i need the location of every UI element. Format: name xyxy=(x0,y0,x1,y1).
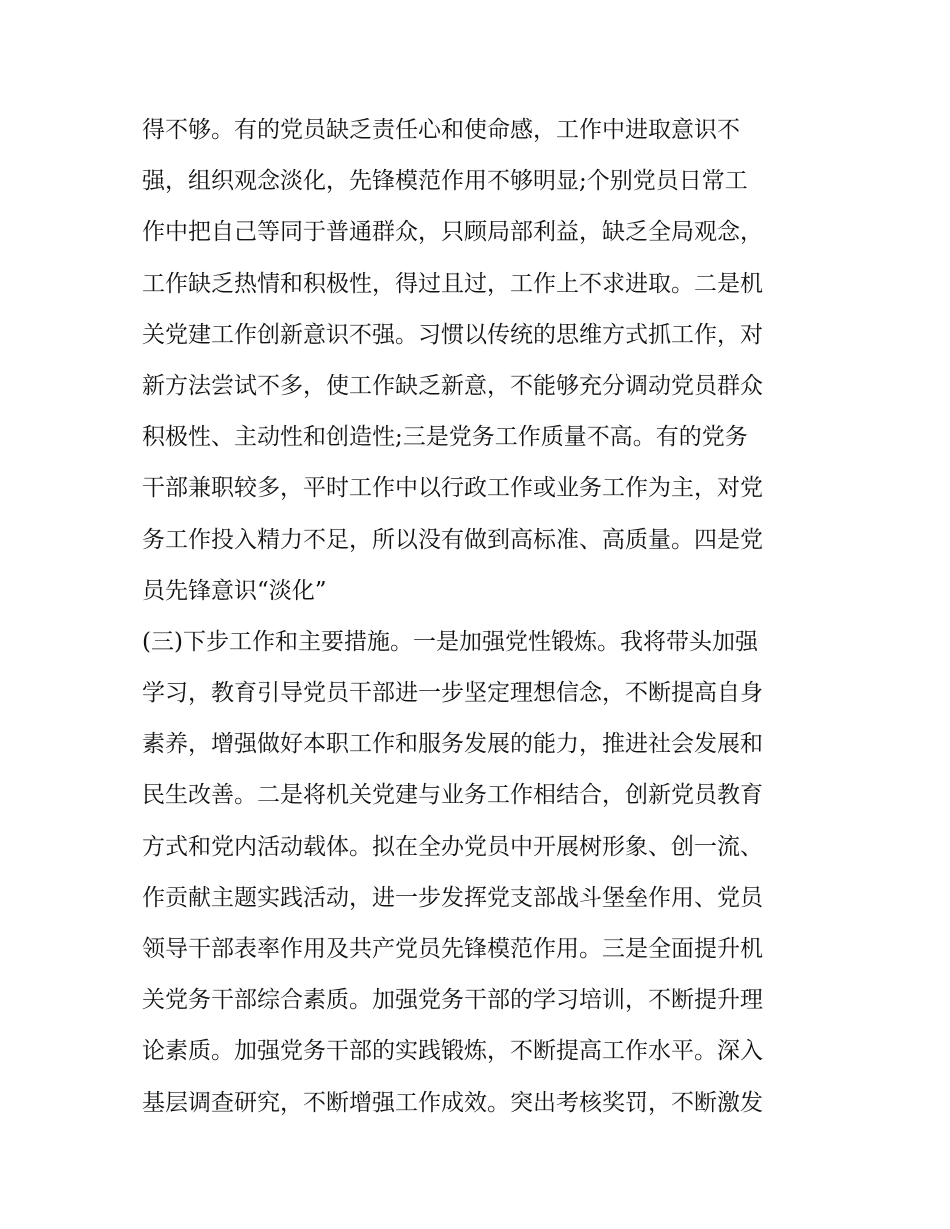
text-line: 素养，增强做好本职工作和服务发展的能力，推进社会发展和 xyxy=(142,731,763,758)
text-line: 作中把自己等同于普通群众，只顾局部利益，缺乏全局观念， xyxy=(142,219,763,246)
body-text xyxy=(142,112,822,1136)
text-line: 工作缺乏热情和积极性，得过且过，工作上不求进取。二是机 xyxy=(142,270,763,297)
text-line: 领导干部表率作用及共产党员先锋模范作用。三是全面提升机 xyxy=(142,936,763,962)
text-line: 关党务干部综合素质。加强党务干部的学习培训，不断提升理 xyxy=(142,987,763,1014)
text-line: 干部兼职较多，平时工作中以行政工作或业务工作为主，对党 xyxy=(142,475,763,502)
text-line: 得不够。有的党员缺乏责任心和使命感，工作中进取意识不 xyxy=(142,117,740,143)
text-line: 作贡献主题实践活动，进一步发挥党支部战斗堡垒作用、党员 xyxy=(142,884,763,911)
text-line: 新方法尝试不多，使工作缺乏新意，不能够充分调动党员群众 xyxy=(142,372,763,399)
text-line: 学习，教育引导党员干部进一步坚定理想信念，不断提高自身 xyxy=(142,680,763,707)
text-line: 务工作投入精力不足，所以没有做到高标准、高质量。四是党 xyxy=(142,526,763,553)
text-line: 基层调查研究，不断增强工作成效。突出考核奖罚，不断激发 xyxy=(142,1089,763,1116)
text-line: 员先锋意识“淡化” xyxy=(142,577,327,604)
text-line: 方式和党内活动载体。拟在全办党员中开展树形象、创一流、 xyxy=(142,833,763,860)
section-heading-line: (三)下步工作和主要措施。一是加强党性锻炼。我将带头加强 xyxy=(142,628,758,655)
text-line: 论素质。加强党务干部的实践锻炼，不断提高工作水平。深入 xyxy=(142,1038,763,1065)
text-line: 民生改善。二是将机关党建与业务工作相结合，创新党员教育 xyxy=(142,782,763,809)
text-line: 积极性、主动性和创造性;三是党务工作质量不高。有的党务 xyxy=(142,424,748,451)
text-line: 强，组织观念淡化，先锋模范作用不够明显;个别党员日常工 xyxy=(142,168,748,195)
text-line: 关党建工作创新意识不强。习惯以传统的思维方式抓工作，对 xyxy=(142,321,763,348)
